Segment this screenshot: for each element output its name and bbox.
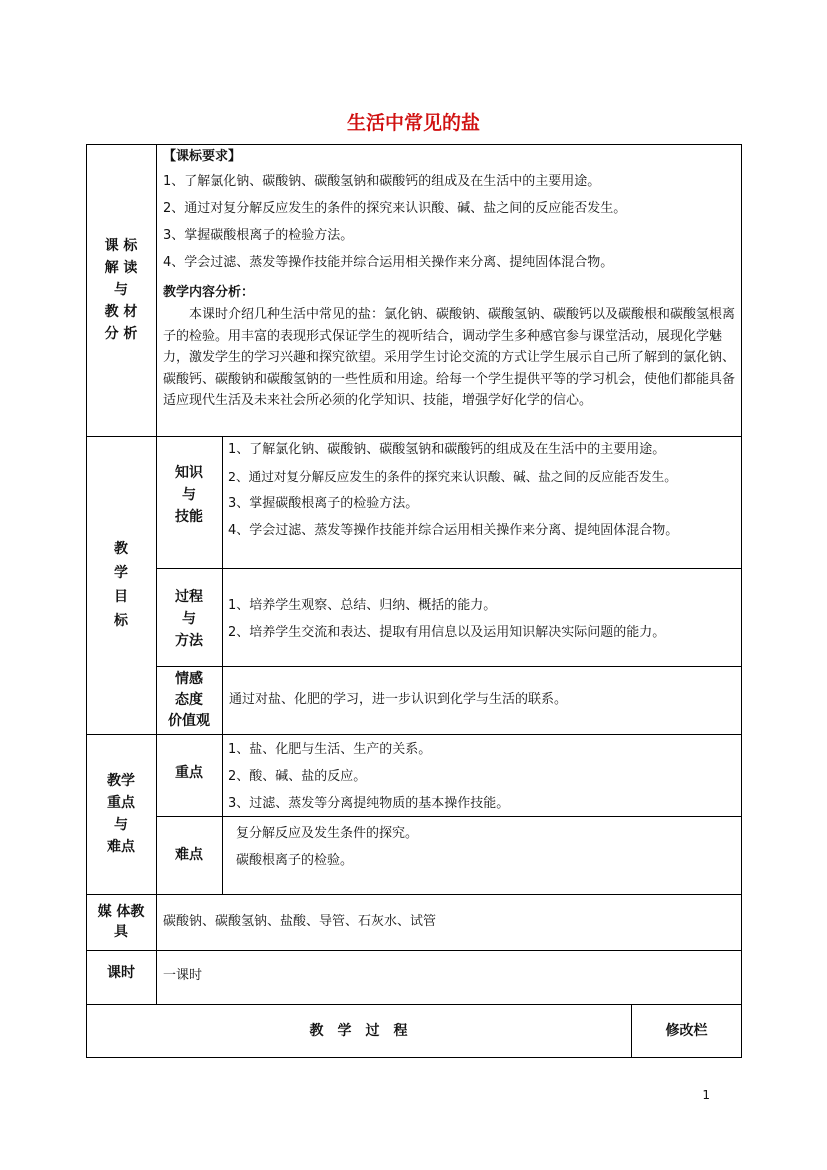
requirements-heading: 【课标要求】	[163, 149, 242, 164]
knowledge-content	[228, 436, 740, 544]
teaching-process-header: 教 学 过 程	[309, 1023, 408, 1039]
sub-label-difficulty: 难点	[175, 847, 203, 863]
process-item: 1、培养学生观察、总结、归纳、概括的能力。	[228, 598, 497, 613]
hours-label: 课时	[107, 965, 135, 981]
process-content	[228, 592, 740, 646]
knowledge-item: 3、掌握碳酸根离子的检验方法。	[228, 496, 419, 511]
media-content: 碳酸钠、碳酸氢钠、盐酸、导管、石灰水、试管	[163, 914, 437, 929]
emotion-content: 通过对盐、化肥的学习，进一步认识到化学与生活的联系。	[229, 692, 568, 707]
sub-label-process: 过程 与 方法	[175, 589, 203, 649]
lesson-plan-table	[86, 144, 742, 1058]
requirement-item: 2、通过对复分解反应发生的条件的探究来认识酸、碱、盐之间的反应能否发生。	[163, 201, 627, 216]
knowledge-item: 2、通过对复分解反应发生的条件的探究来认识酸、碱、盐之间的反应能否发生。	[228, 469, 677, 484]
hours-content: 一课时	[163, 968, 203, 983]
key-content	[228, 736, 740, 817]
key-item: 3、过滤、蒸发等分离提纯物质的基本操作技能。	[228, 796, 510, 811]
requirement-item: 3、掌握碳酸根离子的检验方法。	[163, 228, 354, 243]
media-label: 媒 体教 具	[97, 904, 145, 940]
analysis-paragraph: 本课时介绍几种生活中常见的盐：氯化钠、碳酸钠、碳酸氢钠、碳酸钙以及碳酸根和碳酸氢根离子的检验。用丰富的表现形式保证学生的视听结合，调动学生多种感官参与课堂活动，展现化学魅力，激发学生的学习兴趣和探究欲望。采用学生讨论交流的方式让学生展示自己所了解到的氯化钠、碳酸钙、碳酸钠和碳酸氢钠的一些性质和用途。给每一个学生提供平等的学习机会，使他们都能具备适应现代生活及未来社会所必须的化学知识、技能，增强学好化学的信心。	[163, 307, 736, 408]
sub-label-key: 重点	[175, 765, 203, 781]
section-label-objectives: 教 学 目 标	[114, 541, 128, 629]
section-label-key-points: 教学 重点 与 难点	[107, 773, 135, 855]
difficulty-item: 复分解反应及发生条件的探究。	[236, 826, 419, 841]
page-title: 生活中常见的盐	[346, 112, 480, 134]
process-item: 2、培养学生交流和表达、提取有用信息以及运用知识解决实际问题的能力。	[228, 625, 666, 640]
key-item: 1、盐、化肥与生活、生产的关系。	[228, 742, 432, 757]
revision-column-header: 修改栏	[665, 1023, 708, 1039]
sub-label-knowledge: 知识 与 技能	[175, 465, 203, 525]
page-number: 1	[702, 1088, 710, 1102]
curriculum-content	[163, 146, 737, 412]
difficulty-item: 碳酸根离子的检验。	[236, 853, 354, 868]
requirement-item: 4、学会过滤、蒸发等操作技能并综合运用相关操作来分离、提纯固体混合物。	[163, 255, 614, 270]
knowledge-item: 4、学会过滤、蒸发等操作技能并综合运用相关操作来分离、提纯固体混合物。	[228, 523, 679, 538]
sub-label-emotion: 情感 态度 价值观	[168, 670, 210, 729]
analysis-heading: 教学内容分析：	[163, 285, 255, 300]
knowledge-item: 1、了解氯化钠、碳酸钠、碳酸氢钠和碳酸钙的组成及在生活中的主要用途。	[228, 442, 666, 457]
key-item: 2、酸、碱、盐的反应。	[228, 769, 367, 784]
difficulty-content	[236, 820, 740, 874]
requirement-item: 1、了解氯化钠、碳酸钠、碳酸氢钠和碳酸钙的组成及在生活中的主要用途。	[163, 174, 601, 189]
section-label-curriculum: 课 标 解 读 与 教 材 分 析	[104, 238, 138, 342]
